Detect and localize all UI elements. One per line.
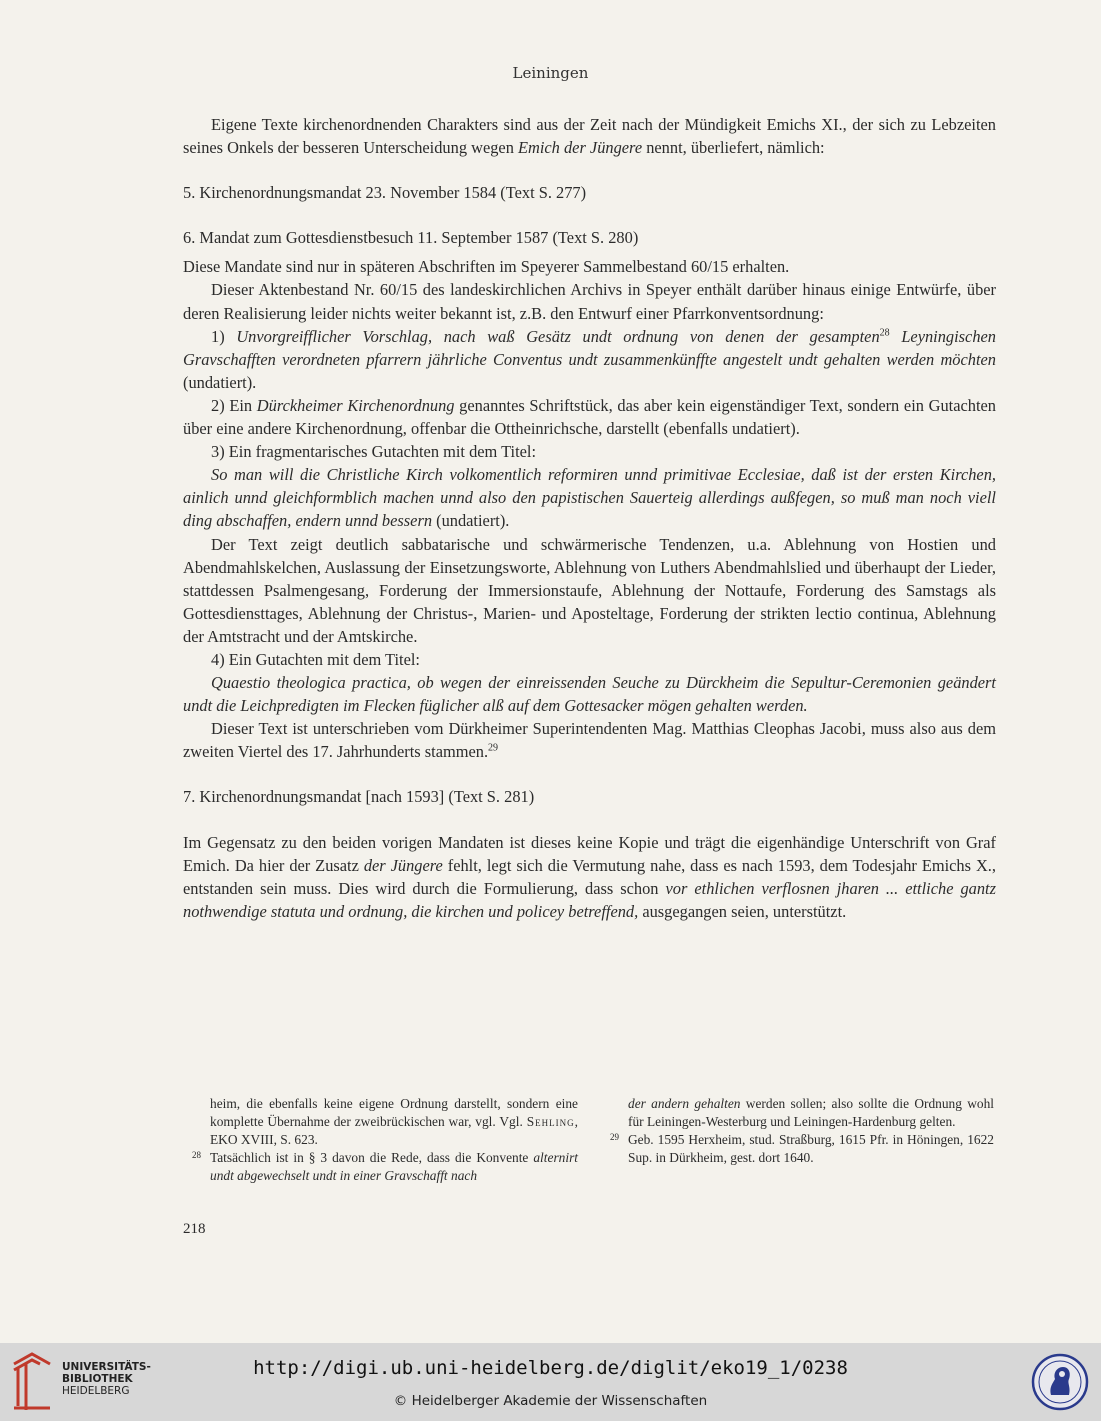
text-span: werden sollen; also sollte die Ordnung wohl für Leiningen-Westerburg und Leiningen-Hardenburg gelten. bbox=[628, 1096, 995, 1129]
emphasis: Dürckheimer Kirchenordnung bbox=[256, 395, 455, 415]
emphasis: Emich der Jüngere bbox=[518, 138, 643, 158]
library-line: BIBLIOTHEK bbox=[62, 1373, 133, 1385]
list-item-3-title bbox=[183, 463, 996, 532]
emphasis: alternirt undt abgewechselt undt in einer Gravschafft nach bbox=[210, 1150, 578, 1183]
viewer-footer bbox=[0, 1343, 1101, 1421]
heading-item-5: 5. Kirchenordnungsmandat 23. November 1584 (Text S. 277) bbox=[183, 183, 587, 203]
text-span: genanntes Schriftstück, das aber kein eigenständiger Text, sondern ein Gutachten über eine andere Kirchenordnung, offenbar die Ottheinrichsche, darstellt (ebenfalls undatiert). bbox=[183, 395, 996, 439]
main-text bbox=[183, 113, 996, 923]
paragraph-archive: Dieser Aktenbestand Nr. 60/15 des landeskirchlichen Archivs in Speyer enthält darüber hinaus einige Entwürfe, über deren Realisierung leider nichts weiter bekannt ist, z.B. den Entwurf einer Pfarrkonventsordnung: bbox=[183, 280, 996, 323]
emphasis: der andern gehalten bbox=[628, 1096, 741, 1111]
emphasis: Unvorgreifflicher Vorschlag, nach waß Gesätz undt ordnung von denen der gesampten bbox=[236, 326, 880, 346]
list-item-2 bbox=[183, 394, 996, 440]
text-span: (undatiert). bbox=[432, 511, 510, 531]
emphasis: So man will die Christliche Kirch volkomentlich reformiren unnd primitivae Ecclesiae, daß ist der ersten Kirchen, ainlich unnd gleichformblich machen unnd also den papistischen Sauerteig allerdings außfegen, so muß man noch viell ding abschaffen, endern unnd bessern bbox=[183, 465, 996, 531]
text-span: , EKO XVIII, S. 623. bbox=[210, 1114, 578, 1147]
list-item-4: 4) Ein Gutachten mit dem Titel: bbox=[211, 649, 420, 669]
footnote-28 bbox=[192, 1149, 578, 1185]
footnote-continuation bbox=[610, 1095, 994, 1131]
text-span: fehlt, legt sich die Vermutung nahe, dass es nach 1593, dem Todesjahr Emichs X., entstanden sein muss. Dies wird durch die Formulierung, dass schon bbox=[183, 855, 996, 898]
paragraph-signature bbox=[183, 717, 996, 763]
paragraph-intro bbox=[183, 113, 996, 159]
library-line: UNIVERSITÄTS- bbox=[62, 1361, 151, 1373]
footnote-number: 29 bbox=[610, 1132, 619, 1142]
heading-item-7: 7. Kirchenordnungsmandat [nach 1593] (Text S. 281) bbox=[183, 787, 535, 807]
text-span: 1) bbox=[211, 326, 237, 346]
text-span: Tatsächlich ist in § 3 davon die Rede, dass die Konvente bbox=[210, 1150, 534, 1165]
footnotes-right-column bbox=[610, 1095, 994, 1167]
library-line: HEIDELBERG bbox=[62, 1385, 130, 1397]
text-span: 2) Ein bbox=[211, 395, 257, 415]
permalink-url[interactable]: http://digi.ub.uni-heidelberg.de/diglit/eko19_1/0238 bbox=[253, 1357, 848, 1379]
emphasis: vor ethlichen verflosnen jharen ... ettliche gantz nothwendige statuta und ordnung, die kirchen und policey betreffend, bbox=[183, 878, 996, 921]
footnote-29 bbox=[610, 1131, 994, 1167]
text-span: Geb. 1595 Herxheim, stud. Straßburg, 1615 Pfr. in Höningen, 1622 Sup. in Dürkheim, gest. dort 1640. bbox=[628, 1132, 994, 1165]
paragraph-mandates: Diese Mandate sind nur in späteren Abschriften im Speyerer Sammelbestand 60/15 erhalten. bbox=[183, 257, 790, 277]
text-span: Dieser Text ist unterschrieben vom Dürkheimer Superintendenten Mag. Matthias Cleophas Jacobi, muss also aus dem zweiten Viertel des 17. Jahrhunderts stammen. bbox=[183, 719, 996, 762]
text-span: (undatiert). bbox=[183, 372, 257, 392]
emphasis: Leyningischen Gravschafften verordneten pfarrern jährliche Conventus undt zusammenkünffte angestelt undt gehalten werden möchten bbox=[183, 326, 996, 369]
running-title: Leiningen bbox=[512, 64, 589, 82]
text-span: Im Gegensatz zu den beiden vorigen Mandaten ist dieses keine Kopie und trägt die eigenhändige Unterschrift von Graf Emich. Da hier der Zusatz bbox=[183, 832, 996, 875]
list-item-1 bbox=[183, 325, 996, 394]
footnote-ref-29[interactable]: 29 bbox=[488, 742, 499, 754]
heading-item-6: 6. Mandat zum Gottesdienstbesuch 11. September 1587 (Text S. 280) bbox=[183, 228, 639, 248]
footnote-number: 28 bbox=[192, 1150, 201, 1160]
text-span: heim, die ebenfalls keine eigene Ordnung darstellt, sondern eine komplette Übernahme der zweibrückischen war, vgl. Vgl. bbox=[210, 1096, 578, 1129]
list-item-3: 3) Ein fragmentarisches Gutachten mit dem Titel: bbox=[211, 442, 537, 462]
text-span: ausgegangen seien, unterstützt. bbox=[638, 901, 847, 921]
paragraph-contrast bbox=[183, 831, 996, 923]
paragraph-tendencies: Der Text zeigt deutlich sabbatarische und schwärmerische Tendenzen, u.a. Ablehnung von Hostien und Abendmahlskelchen, Auslassung der Einsetzungsworte, Ablehnung von Luthers Abendmahlslied und überhaupt der Lieder, stattdessen Psalmengesang, Forderung der Immersionstaufe, Ablehnung der Nottaufe, Forderung des Samstags als Gottesdiensttages, Ablehnung der Christus-, Marien- und Aposteltage, Forderung der strikten lectio continua, Ablehnung der Amtstracht und der Amtskirche. bbox=[183, 534, 996, 646]
footnote-continuation bbox=[192, 1095, 578, 1149]
author-name: Sehling bbox=[526, 1114, 575, 1129]
emphasis: der Jüngere bbox=[363, 855, 443, 875]
academy-seal-icon[interactable] bbox=[1031, 1353, 1089, 1411]
emphasis: Quaestio theologica practica, ob wegen der einreissenden Seuche zu Dürckheim die Sepultur-Ceremonien geändert undt die Leichpredigten im Flecken füglicher alß auf dem Gottesacker mögen gehalten werden. bbox=[183, 673, 996, 716]
page-number: 218 bbox=[183, 1221, 206, 1237]
footnote-ref-28[interactable]: 28 bbox=[879, 327, 890, 339]
list-item-4-title bbox=[183, 671, 996, 717]
footnotes-left-column bbox=[192, 1095, 578, 1185]
text-span: nennt, überliefert, nämlich: bbox=[642, 138, 825, 158]
text-span: Eigene Texte kirchenordnenden Charakters sind aus der Zeit nach der Mündigkeit Emichs XI., der sich zu Lebzeiten seines Onkels der besseren Unterscheidung wegen bbox=[183, 115, 996, 158]
copyright-notice: © Heidelberger Akademie der Wissenschaften bbox=[393, 1393, 708, 1409]
